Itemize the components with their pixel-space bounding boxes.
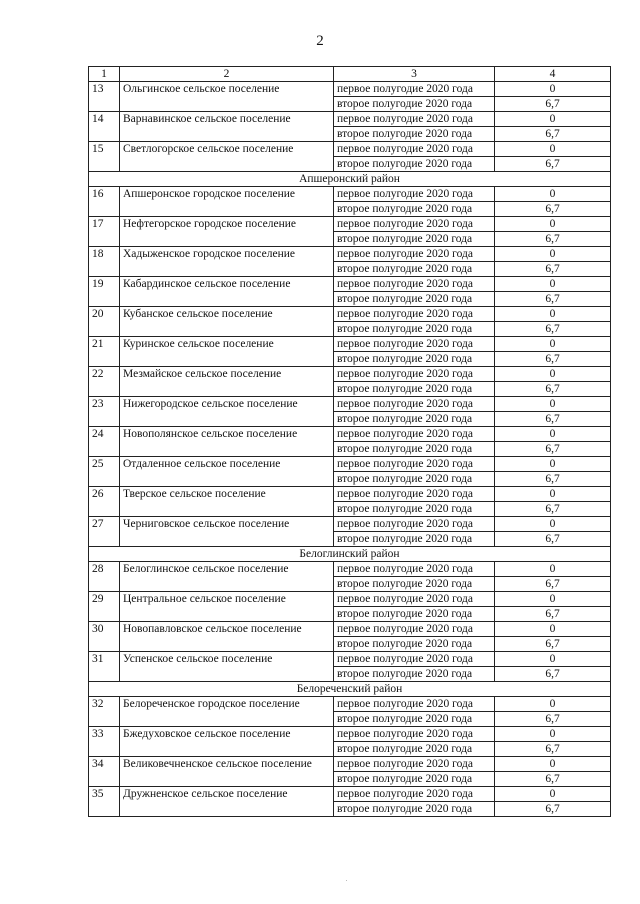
row-number: 18	[89, 247, 120, 277]
period-first-half: первое полугодие 2020 года	[334, 457, 495, 472]
row-number: 24	[89, 427, 120, 457]
value-first-half: 0	[495, 757, 611, 772]
period-first-half: первое полугодие 2020 года	[334, 652, 495, 667]
row-number: 25	[89, 457, 120, 487]
settlement-name: Мезмайское сельское поселение	[120, 367, 334, 397]
value-second-half: 6,7	[495, 157, 611, 172]
row-number: 23	[89, 397, 120, 427]
row-number: 14	[89, 112, 120, 142]
period-first-half: первое полугодие 2020 года	[334, 397, 495, 412]
value-first-half: 0	[495, 397, 611, 412]
district-row	[89, 547, 611, 562]
table-row	[89, 142, 611, 157]
period-second-half: второе полугодие 2020 года	[334, 667, 495, 682]
settlement-name: Белоглинское сельское поселение	[120, 562, 334, 592]
period-first-half: первое полугодие 2020 года	[334, 757, 495, 772]
settlement-name: Черниговское сельское поселение	[120, 517, 334, 547]
district-row	[89, 172, 611, 187]
value-first-half: 0	[495, 592, 611, 607]
settlement-name: Хадыженское городское поселение	[120, 247, 334, 277]
column-header-4: 4	[495, 67, 611, 82]
table-row	[89, 457, 611, 472]
settlement-rate-table	[88, 66, 611, 817]
table-row	[89, 697, 611, 712]
settlement-name: Нижегородское сельское поселение	[120, 397, 334, 427]
settlement-name: Великовечненское сельское поселение	[120, 757, 334, 787]
column-header-1: 1	[89, 67, 120, 82]
period-first-half: первое полугодие 2020 года	[334, 517, 495, 532]
period-second-half: второе полугодие 2020 года	[334, 772, 495, 787]
period-first-half: первое полугодие 2020 года	[334, 247, 495, 262]
period-second-half: второе полугодие 2020 года	[334, 577, 495, 592]
settlement-name: Куринское сельское поселение	[120, 337, 334, 367]
period-first-half: первое полугодие 2020 года	[334, 487, 495, 502]
period-second-half: второе полугодие 2020 года	[334, 442, 495, 457]
table-row	[89, 337, 611, 352]
row-number: 19	[89, 277, 120, 307]
value-second-half: 6,7	[495, 202, 611, 217]
row-number: 31	[89, 652, 120, 682]
settlement-name: Дружненское сельское поселение	[120, 787, 334, 817]
period-second-half: второе полугодие 2020 года	[334, 382, 495, 397]
period-first-half: первое полугодие 2020 года	[334, 82, 495, 97]
table-row	[89, 187, 611, 202]
value-second-half: 6,7	[495, 382, 611, 397]
period-first-half: первое полугодие 2020 года	[334, 307, 495, 322]
value-first-half: 0	[495, 697, 611, 712]
value-first-half: 0	[495, 187, 611, 202]
row-number: 29	[89, 592, 120, 622]
value-first-half: 0	[495, 787, 611, 802]
value-second-half: 6,7	[495, 502, 611, 517]
table-row	[89, 592, 611, 607]
value-second-half: 6,7	[495, 322, 611, 337]
value-second-half: 6,7	[495, 97, 611, 112]
value-first-half: 0	[495, 487, 611, 502]
period-second-half: второе полугодие 2020 года	[334, 127, 495, 142]
row-number: 28	[89, 562, 120, 592]
value-first-half: 0	[495, 652, 611, 667]
settlement-name: Нефтегорское городское поселение	[120, 217, 334, 247]
settlement-name: Тверское сельское поселение	[120, 487, 334, 517]
district-heading: Апшеронский район	[89, 172, 611, 187]
settlement-name: Белореченское городское поселение	[120, 697, 334, 727]
table-row	[89, 217, 611, 232]
period-second-half: второе полугодие 2020 года	[334, 232, 495, 247]
period-first-half: первое полугодие 2020 года	[334, 427, 495, 442]
value-first-half: 0	[495, 217, 611, 232]
period-second-half: второе полугодие 2020 года	[334, 802, 495, 817]
value-first-half: 0	[495, 82, 611, 97]
value-second-half: 6,7	[495, 412, 611, 427]
table-row	[89, 487, 611, 502]
value-first-half: 0	[495, 727, 611, 742]
value-first-half: 0	[495, 277, 611, 292]
value-second-half: 6,7	[495, 232, 611, 247]
value-second-half: 6,7	[495, 292, 611, 307]
value-first-half: 0	[495, 337, 611, 352]
period-first-half: первое полугодие 2020 года	[334, 217, 495, 232]
table-row	[89, 622, 611, 637]
value-first-half: 0	[495, 562, 611, 577]
row-number: 26	[89, 487, 120, 517]
row-number: 33	[89, 727, 120, 757]
value-second-half: 6,7	[495, 712, 611, 727]
column-header-2: 2	[120, 67, 334, 82]
value-first-half: 0	[495, 112, 611, 127]
value-second-half: 6,7	[495, 472, 611, 487]
row-number: 35	[89, 787, 120, 817]
table-row	[89, 277, 611, 292]
period-first-half: первое полугодие 2020 года	[334, 187, 495, 202]
period-second-half: второе полугодие 2020 года	[334, 532, 495, 547]
table-row	[89, 562, 611, 577]
table-row	[89, 787, 611, 802]
value-first-half: 0	[495, 367, 611, 382]
period-second-half: второе полугодие 2020 года	[334, 352, 495, 367]
period-first-half: первое полугодие 2020 года	[334, 367, 495, 382]
period-first-half: первое полугодие 2020 года	[334, 277, 495, 292]
period-second-half: второе полугодие 2020 года	[334, 322, 495, 337]
table-row	[89, 112, 611, 127]
district-heading: Белореченский район	[89, 682, 611, 697]
table-row	[89, 367, 611, 382]
table-header-row	[89, 67, 611, 82]
table-row	[89, 427, 611, 442]
settlement-name: Светлогорское сельское поселение	[120, 142, 334, 172]
value-first-half: 0	[495, 622, 611, 637]
settlement-name: Отдаленное сельское поселение	[120, 457, 334, 487]
period-second-half: второе полугодие 2020 года	[334, 262, 495, 277]
table-row	[89, 727, 611, 742]
settlement-name: Центральное сельское поселение	[120, 592, 334, 622]
period-first-half: первое полугодие 2020 года	[334, 622, 495, 637]
value-first-half: 0	[495, 457, 611, 472]
row-number: 21	[89, 337, 120, 367]
settlement-name: Апшеронское городское поселение	[120, 187, 334, 217]
settlement-name: Кабардинское сельское поселение	[120, 277, 334, 307]
scan-artifact-dot	[346, 880, 347, 881]
value-second-half: 6,7	[495, 532, 611, 547]
row-number: 15	[89, 142, 120, 172]
period-second-half: второе полугодие 2020 года	[334, 637, 495, 652]
row-number: 22	[89, 367, 120, 397]
period-second-half: второе полугодие 2020 года	[334, 292, 495, 307]
row-number: 27	[89, 517, 120, 547]
period-first-half: первое полугодие 2020 года	[334, 697, 495, 712]
value-second-half: 6,7	[495, 352, 611, 367]
table-row	[89, 397, 611, 412]
column-header-3: 3	[334, 67, 495, 82]
row-number: 32	[89, 697, 120, 727]
settlement-name: Новополянское сельское поселение	[120, 427, 334, 457]
period-second-half: второе полугодие 2020 года	[334, 202, 495, 217]
value-first-half: 0	[495, 142, 611, 157]
period-second-half: второе полугодие 2020 года	[334, 712, 495, 727]
value-first-half: 0	[495, 517, 611, 532]
period-second-half: второе полугодие 2020 года	[334, 97, 495, 112]
row-number: 20	[89, 307, 120, 337]
table-row	[89, 517, 611, 532]
value-second-half: 6,7	[495, 637, 611, 652]
row-number: 16	[89, 187, 120, 217]
settlement-name: Кубанское сельское поселение	[120, 307, 334, 337]
table-row	[89, 247, 611, 262]
period-second-half: второе полугодие 2020 года	[334, 412, 495, 427]
period-first-half: первое полугодие 2020 года	[334, 142, 495, 157]
value-second-half: 6,7	[495, 127, 611, 142]
value-first-half: 0	[495, 247, 611, 262]
row-number: 30	[89, 622, 120, 652]
period-first-half: первое полугодие 2020 года	[334, 592, 495, 607]
period-first-half: первое полугодие 2020 года	[334, 112, 495, 127]
table-row	[89, 82, 611, 97]
row-number: 34	[89, 757, 120, 787]
value-second-half: 6,7	[495, 262, 611, 277]
settlement-name: Ольгинское сельское поселение	[120, 82, 334, 112]
row-number: 13	[89, 82, 120, 112]
period-first-half: первое полугодие 2020 года	[334, 787, 495, 802]
settlement-name: Варнавинское сельское поселение	[120, 112, 334, 142]
value-second-half: 6,7	[495, 667, 611, 682]
value-second-half: 6,7	[495, 607, 611, 622]
period-second-half: второе полугодие 2020 года	[334, 157, 495, 172]
settlement-name: Бжедуховское сельское поселение	[120, 727, 334, 757]
table-row	[89, 307, 611, 322]
value-second-half: 6,7	[495, 442, 611, 457]
period-second-half: второе полугодие 2020 года	[334, 502, 495, 517]
period-first-half: первое полугодие 2020 года	[334, 562, 495, 577]
value-second-half: 6,7	[495, 802, 611, 817]
value-second-half: 6,7	[495, 772, 611, 787]
value-second-half: 6,7	[495, 742, 611, 757]
period-first-half: первое полугодие 2020 года	[334, 337, 495, 352]
value-second-half: 6,7	[495, 577, 611, 592]
settlement-name: Успенское сельское поселение	[120, 652, 334, 682]
district-heading: Белоглинский район	[89, 547, 611, 562]
district-row	[89, 682, 611, 697]
table-row	[89, 652, 611, 667]
period-second-half: второе полугодие 2020 года	[334, 607, 495, 622]
period-second-half: второе полугодие 2020 года	[334, 472, 495, 487]
value-first-half: 0	[495, 307, 611, 322]
settlement-name: Новопавловское сельское поселение	[120, 622, 334, 652]
table-row	[89, 757, 611, 772]
period-second-half: второе полугодие 2020 года	[334, 742, 495, 757]
period-first-half: первое полугодие 2020 года	[334, 727, 495, 742]
value-first-half: 0	[495, 427, 611, 442]
page-number: 2	[316, 33, 324, 49]
row-number: 17	[89, 217, 120, 247]
